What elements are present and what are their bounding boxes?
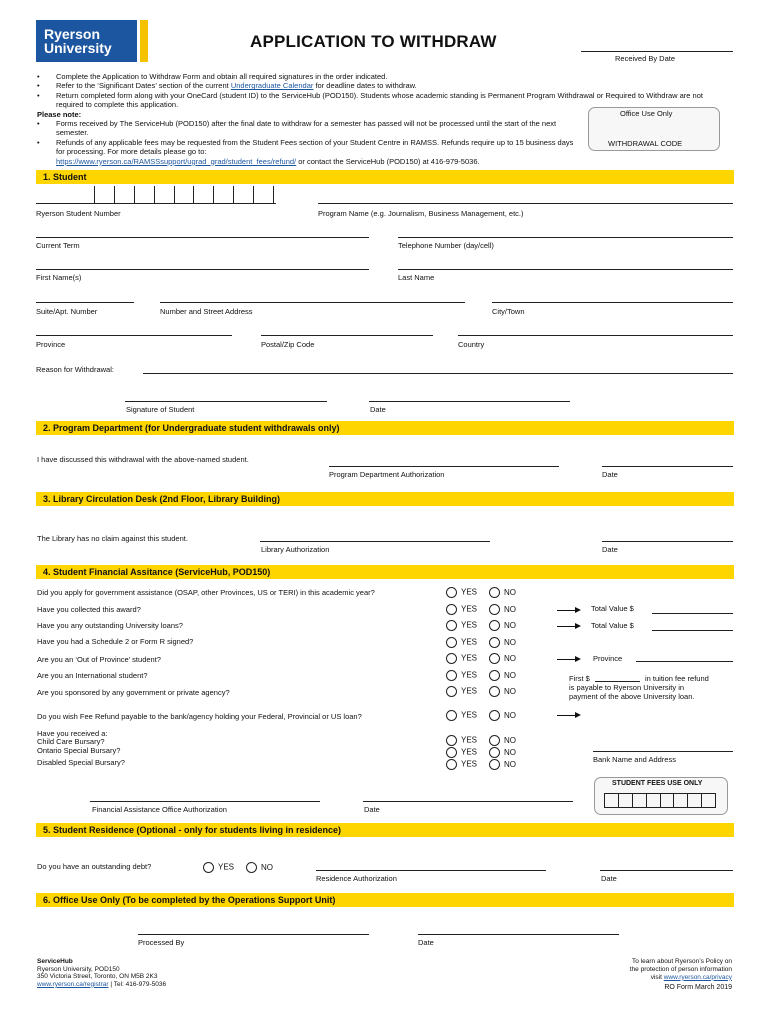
instruction-3: Return completed form along with your OneCard (student ID) to the ServiceHub (POD150). Students whose academic standing is Permanent Program Withdrawal or Required to Withdraw are not required to complete this application. — [56, 90, 703, 110]
suite-label: Suite/Apt. Number — [36, 307, 98, 316]
student-fees-box: STUDENT FEES USE ONLY — [594, 777, 728, 815]
fa-q9b-options[interactable]: YES NO — [446, 747, 516, 758]
library-auth-label: Library Authorization — [261, 545, 330, 554]
fa-q1-options[interactable]: YES NO — [446, 587, 516, 598]
first-names-label: First Name(s) — [36, 273, 82, 282]
residence-question: Do you have an outstanding debt? — [37, 862, 152, 871]
fa-q9c-options[interactable]: YES NO — [446, 759, 516, 770]
library-statement: The Library has no claim against this student. — [37, 534, 188, 543]
arrow-icon — [557, 715, 579, 716]
student-number-label: Ryerson Student Number — [36, 209, 121, 218]
logo-line1: Ryerson — [44, 26, 101, 42]
privacy-link[interactable]: www.ryerson.ca/privacy — [663, 973, 732, 981]
fa-q3: Have you any outstanding University loans? — [37, 621, 183, 630]
student-number-boxes[interactable] — [94, 186, 274, 204]
residence-options[interactable]: YES NO — [203, 862, 273, 873]
undergraduate-calendar-link[interactable]: Undergraduate Calendar — [230, 81, 314, 91]
note-2: Refunds of any applicable fees may be requested from the Student Fees section of your Student Centre in RAMSS. Refunds require up to 15 business days for processing. For more details please go to: — [56, 137, 574, 157]
fa-q5-options[interactable]: YES NO — [446, 653, 516, 664]
refund-link[interactable]: https://www.ryerson.ca/RAMSSsupport/ugrad_grad/student_fees/refund/ — [56, 156, 297, 166]
fa-q9a: Child Care Bursary? — [37, 737, 105, 746]
footer-privacy: To learn about Ryerson’s Policy on the protection of person information visit www.ryerson.ca/privacy RO Form March 2019 — [629, 958, 732, 992]
section-6-header: 6. Office Use Only (To be completed by the Operations Support Unit) — [36, 893, 734, 907]
telephone-label: Telephone Number (day/cell) — [398, 241, 494, 250]
arrow-icon — [557, 610, 579, 611]
fa-q9b: Ontario Special Bursary? — [37, 746, 121, 755]
fa-q7: Are you sponsored by any government or private agency? — [37, 688, 230, 697]
section-3-header: 3. Library Circulation Desk (2nd Floor, Library Building) — [36, 492, 734, 506]
province-label: Province — [36, 340, 66, 349]
instruction-1: Complete the Application to Withdraw Form and obtain all required signatures in the order indicated. — [56, 72, 388, 81]
fa-q8: Do you wish Fee Refund payable to the bank/agency holding your Federal, Provincial or US loan? — [37, 712, 362, 721]
section-4-header: 4. Student Financial Assitance (ServiceHub, POD150) — [36, 565, 734, 579]
fa-q7-options[interactable]: YES NO — [446, 686, 516, 697]
country-label: Country — [458, 340, 485, 349]
reason-label: Reason for Withdrawal: — [36, 365, 114, 374]
bank-name-label: Bank Name and Address — [593, 755, 676, 764]
last-name-label: Last Name — [398, 273, 435, 282]
program-dept-date-label: Date — [602, 470, 618, 479]
fa-q9a-options[interactable]: YES NO — [446, 735, 516, 746]
fa-q6-options[interactable]: YES NO — [446, 670, 516, 681]
fa-auth-label: Financial Assistance Office Authorization — [92, 805, 227, 814]
fa-date-label: Date — [364, 805, 380, 814]
page-title: APPLICATION TO WITHDRAW — [250, 32, 497, 51]
processed-by-label: Processed By — [138, 938, 185, 947]
arrow-icon — [557, 659, 579, 660]
ops-date-label: Date — [418, 938, 434, 947]
student-date-label: Date — [370, 405, 386, 414]
fa-q4: Have you had a Schedule 2 or Form R signed? — [37, 637, 194, 646]
fa-q4-options[interactable]: YES NO — [446, 637, 516, 648]
fa-q2-options[interactable]: YES NO — [446, 604, 516, 615]
fa-q2: Have you collected this award? — [37, 605, 141, 614]
residence-auth-label: Residence Authorization — [316, 874, 397, 883]
fa-q5: Are you an ‘Out of Province’ student? — [37, 655, 161, 664]
fa-q8-options[interactable]: YES NO — [446, 710, 516, 721]
instructions: • Complete the Application to Withdraw Form and obtain all required signatures in the order indicated. • Refer to the ‘Significant Dates’ section of the current Undergraduate Calendar for deadline dates to withdraw. • Return completed form along with your OneCard (student ID) to the ServiceHub (POD150). Students whose academic standing is Permanent Program Withdrawal or Required to Withdraw are not required to complete this application. Please note: • Forms received by The ServiceHub (POD150) after the final date to withdraw for a semester has passed will not be processed until the start of the next semester. • Refunds of any applicable fees may be requested from the Student Fees section of your Student Centre in RAMSS. Refunds require up to 15 business days for processing. For more details please go to: https://www.ryerson.ca/RAMSSsupport/ugrad_grad/student_fees/refund/ or contact the ServiceHub (POD150) at 416-979-5036. — [37, 72, 727, 166]
fa-q1: Did you apply for government assistance (OSAP, other Provinces, US or TERI) in this academic year? — [37, 588, 375, 597]
street-label: Number and Street Address — [160, 307, 253, 316]
logo-line2: University — [44, 40, 112, 56]
received-by-date-label: Received By Date — [615, 54, 676, 63]
section-5-header: 5. Student Residence (Optional - only for students living in residence) — [36, 823, 734, 837]
postal-label: Postal/Zip Code — [261, 340, 315, 349]
city-label: City/Town — [492, 307, 525, 316]
registrar-link[interactable]: www.ryerson.ca/registrar — [37, 980, 109, 988]
program-name-label: Program Name (e.g. Journalism, Business Management, etc.) — [318, 209, 524, 218]
note-1: Forms received by The ServiceHub (POD150) after the final date to withdraw for a semester has passed will not be processed until the start of the next semester. — [56, 119, 557, 138]
section-2-header: 2. Program Department (for Undergraduate student withdrawals only) — [36, 421, 734, 435]
residence-date-label: Date — [601, 874, 617, 883]
footer-address: ServiceHub Ryerson University, POD150 350 Victoria Street, Toronto, ON M5B 2K3 www.ryerson.ca/registrar | Tel: 416-979-5036 — [37, 958, 167, 988]
fa-q9: Have you received a: — [37, 729, 108, 738]
section-1-header: 1. Student — [36, 170, 734, 184]
ryerson-logo — [36, 20, 148, 62]
fa-q9c: Disabled Special Bursary? — [37, 758, 125, 767]
signature-label: Signature of Student — [126, 405, 195, 414]
program-dept-auth-label: Program Department Authorization — [329, 470, 445, 479]
current-term-label: Current Term — [36, 241, 80, 250]
library-date-label: Date — [602, 545, 618, 554]
please-note-label: Please note: — [37, 109, 82, 119]
office-use-box: Office Use Only WITHDRAWAL CODE — [588, 107, 720, 151]
program-dept-statement: I have discussed this withdrawal with the above-named student. — [37, 455, 249, 464]
arrow-icon — [557, 626, 579, 627]
fa-q6: Are you an International student? — [37, 671, 148, 680]
fa-q3-options[interactable]: YES NO — [446, 620, 516, 631]
